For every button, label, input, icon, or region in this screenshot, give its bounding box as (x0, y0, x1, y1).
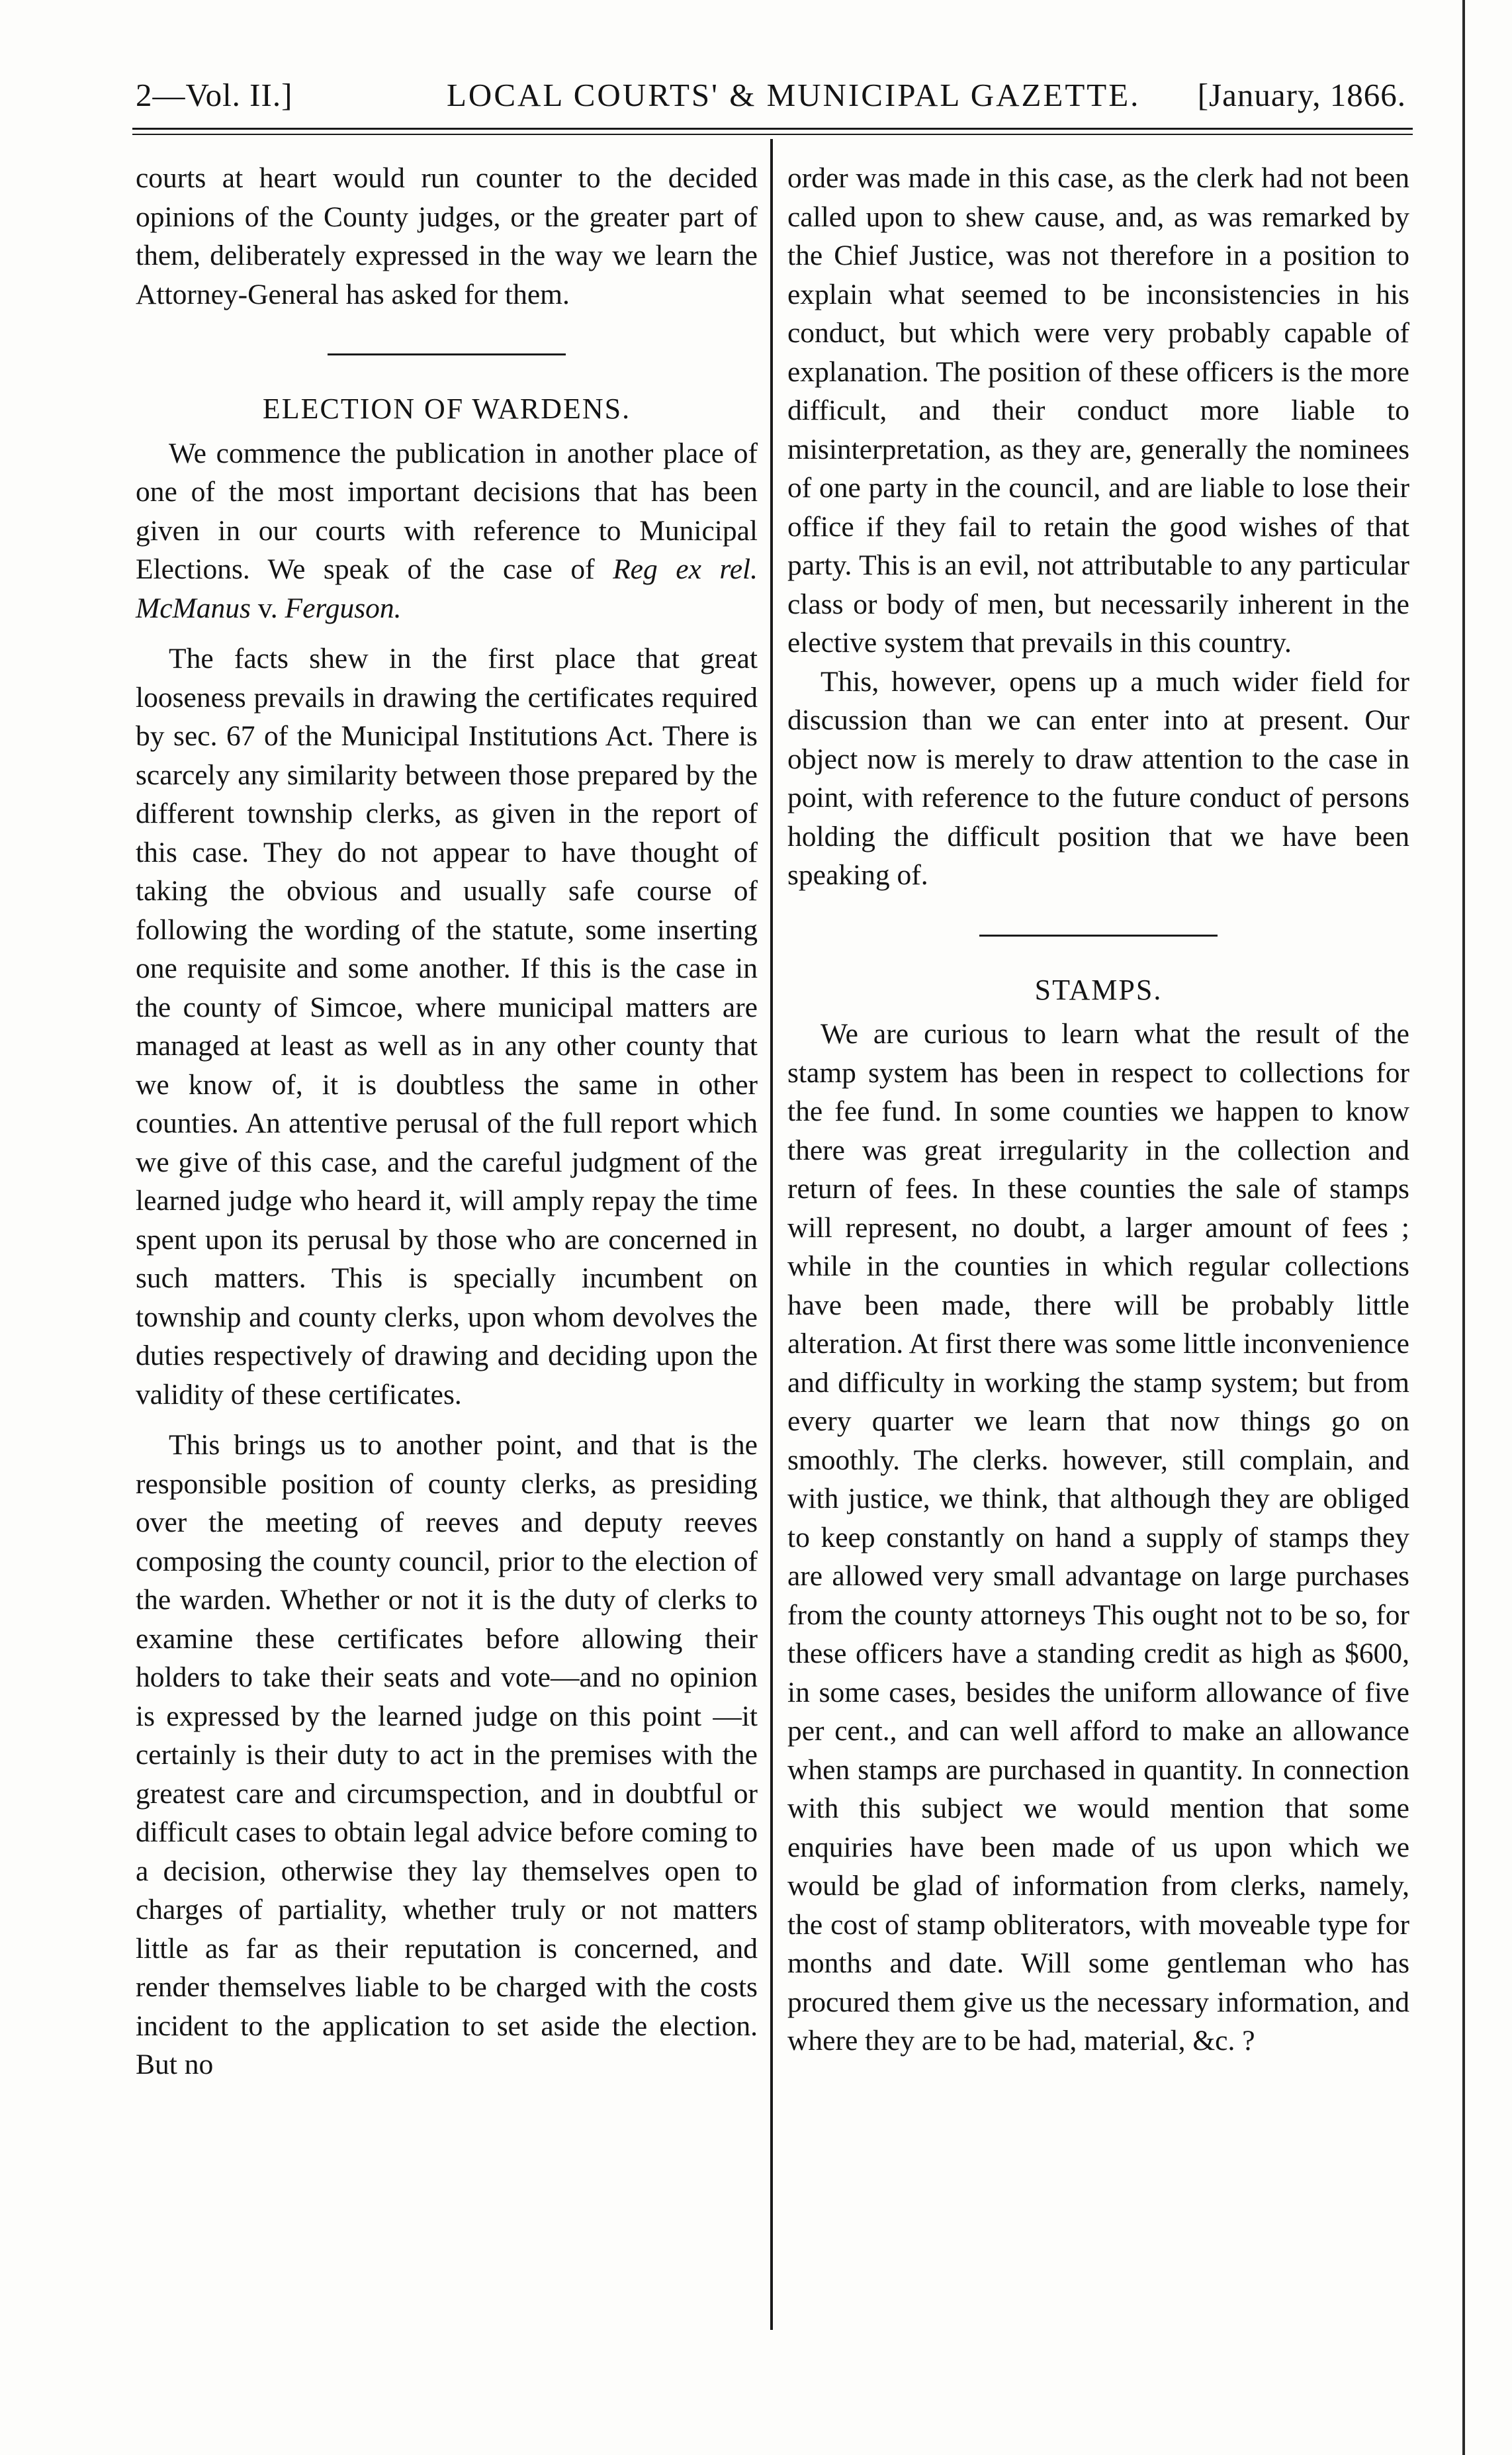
discussion-paragraph: This, however, opens up a much wider field for discussion than we can enter into at present. Our object now is merely to draw attention to the case in point, with reference to the future conduct of persons holding the difficult position that we have been speaking of. (787, 665, 1409, 891)
header-rule (132, 128, 1413, 130)
volume-label: 2—Vol. II.] (136, 77, 293, 113)
continued-paragraph-right: order was made in this case, as the clerk had not been called upon to shew cause, and, as was remarked by the Chief Justice, was not therefore in a position to explain what seemed to be inconsistencies in his conduct, but which were very probably capable of explanation. The position of these officers is the more difficult, and their conduct more liable to misinterpretation, as they are, generally the nominees of one party in the council, and are liable to lose their office if they fail to retain the good wishes of that party. This is an evil, not attributable to any particular class or body of men, but necessarily inherent in the elective system that prevails in this country. (787, 162, 1409, 659)
stamps-paragraph: We are curious to learn what the result of the stamp system has been in respect to collections for the fee fund. In some counties we happen to know there was great irregularity in the collection and return of fees. In these counties the sale of stamps will represent, no doubt, a larger amount of fees ; while in the counties in which regular collections have been made, there will be probably little alteration. At first there was some little inconvenience and difficulty in working the stamp system; but from every quarter we learn that now things go on smoothly. The clerks. however, still complain, and with justice, we think, that although they are obliged to keep constantly on hand a supply of stamps they are allowed very small advantage on large purchases from the county attorneys This ought not to be so, for these officers have a standing credit as high as $600, in some cases, besides the uniform allowance of five per cent., and can well afford to make an allowance when stamps are purchased in quantity. In connection with this subject we would mention that some enquiries have been made of us upon which we would be glad of information from clerks, namely, the cost of stamp obliterators, with moveable type for months and date. Will some gentleman who has procured them give us the necessary information, and where they are to be had, material, &c. ? (787, 1018, 1409, 2057)
election-p1-text: We commence the publication in another place of one of the most important decisions that has been given in our courts with reference to Municipal Elections. We speak of the case of (136, 437, 758, 585)
publication-title: LOCAL COURTS' & MUNICIPAL GAZETTE. (447, 77, 1141, 113)
continued-paragraph: courts at heart would run counter to the decided opinions of the County judges, or the greater part of them, deliberately expressed in the way we learn the Attorney-General has asked for them. (136, 162, 758, 310)
issue-date: [January, 1866. (1197, 77, 1406, 113)
election-paragraph-2: The facts shew in the first place that great looseness prevails in drawing the certificates required by sec. 67 of the Municipal Institutions Act. There is scarcely any similarity between those prepared by the different township clerks, as given in the report of this case. They do not appear to have thought of taking the obvious and usually safe course of following the wording of the statute, some inserting one requisite and some another. If this is the case in the county of Simcoe, where municipal matters are managed at least as well as in any other county that we know of, it is doubtless the same in other counties. An attentive perusal of the full report which we give of this case, and the careful judgment of the learned judge who heard it, will amply repay the time spent upon its perusal by those who are concerned in such matters. This is specially incumbent on township and county clerks, upon whom devolves the duties respectively of drawing and deciding upon the validity of these certificates. (136, 643, 758, 1411)
election-paragraph-3: This brings us to another point, and that is the responsible position of county clerks, as presiding over the meeting of reeves and deputy reeves composing the county council, prior to the election of the warden. Whether or not it is the duty of clerks to examine these certificates before allowing their holders to take their seats and vote—and no opinion is expressed by the learned judge on this point —it certainly is their duty to act in the premises with the greatest care and circumspection, and in doubtful or difficult cases to obtain legal advice before coming to a decision, otherwise they lay themselves open to charges of partiality, whether truly or not matters little as far as their reputation is concerned, and render themselves liable to be charged with the costs incident to the application to set aside the election. But no (136, 1429, 758, 2080)
page-header (136, 76, 1406, 129)
paragraph-gap (136, 1414, 758, 1426)
election-paragraph-1 (136, 434, 758, 628)
section-title-stamps: STAMPS. (1034, 973, 1163, 1006)
right-column (787, 159, 1409, 2061)
section-separator (979, 935, 1218, 937)
page-edge-line (1462, 0, 1465, 2455)
left-column (136, 159, 758, 2084)
section-separator (328, 353, 566, 355)
section-title-election: ELECTION OF WARDENS. (262, 393, 631, 425)
case-name-defendant: Ferguson. (285, 592, 402, 624)
case-name: Reg ex rel. McManus (136, 553, 758, 624)
header-rule-secondary (132, 134, 1413, 135)
paragraph-gap (136, 627, 758, 639)
column-divider (770, 139, 773, 2330)
case-versus: v. (250, 592, 285, 624)
